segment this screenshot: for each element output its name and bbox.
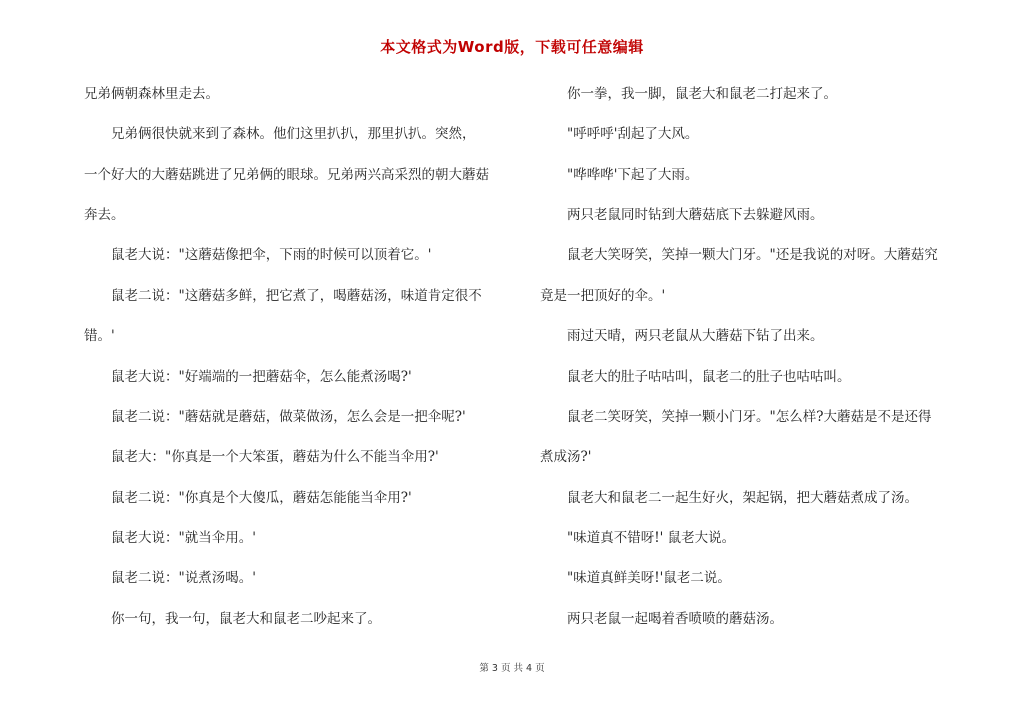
text-line: 鼠老二笑呀笑，笑掉一颗小门牙。"怎么样?大蘑菇是不是还得: [540, 409, 932, 425]
text-line: 你一句，我一句，鼠老大和鼠老二吵起来了。: [84, 611, 381, 627]
download-banner: 本文格式为Word版，下载可任意编辑: [380, 38, 644, 56]
text-line: 鼠老二说："你真是个大傻瓜，蘑菇怎能能当伞用?': [84, 490, 412, 506]
text-line: 兄弟俩朝森林里走去。: [84, 86, 219, 102]
text-line: 煮成汤?': [540, 449, 592, 465]
text-line: 兄弟俩很快就来到了森林。他们这里扒扒，那里扒扒。突然，: [84, 126, 476, 142]
text-line: "哗哗哗'下起了大雨。: [540, 167, 699, 183]
text-line: 两只老鼠一起喝着香喷喷的蘑菇汤。: [540, 611, 783, 627]
text-line: 两只老鼠同时钻到大蘑菇底下去躲避风雨。: [540, 207, 824, 223]
page-number: 第 3 页 共 4 页: [479, 663, 545, 674]
text-line: 鼠老大笑呀笑，笑掉一颗大门牙。"还是我说的对呀。大蘑菇究: [540, 247, 938, 263]
text-line: 鼠老大和鼠老二一起生好火，架起锅，把大蘑菇煮成了汤。: [540, 490, 918, 506]
text-line: 错。': [84, 328, 115, 344]
text-line: 奔去。: [84, 207, 125, 223]
text-line: 鼠老二说："这蘑菇多鲜，把它煮了，喝蘑菇汤，味道肯定很不: [84, 288, 482, 304]
text-line: 鼠老二说："说煮汤喝。': [84, 570, 256, 586]
text-line: 鼠老大："你真是一个大笨蛋，蘑菇为什么不能当伞用?': [84, 449, 439, 465]
text-line: 雨过天晴，两只老鼠从大蘑菇下钻了出来。: [540, 328, 824, 344]
text-line: 鼠老二说："蘑菇就是蘑菇，做菜做汤，怎么会是一把伞呢?': [84, 409, 466, 425]
text-line: "味道真鲜美呀!'鼠老二说。: [540, 570, 731, 586]
text-line: 鼠老大说："就当伞用。': [84, 530, 256, 546]
text-line: 竟是一把顶好的伞。': [540, 288, 666, 304]
text-line: 鼠老大的肚子咕咕叫，鼠老二的肚子也咕咕叫。: [540, 369, 851, 385]
text-line: "呼呼呼'刮起了大风。: [540, 126, 699, 142]
text-line: "味道真不错呀!' 鼠老大说。: [540, 530, 736, 546]
text-line: 你一拳，我一脚，鼠老大和鼠老二打起来了。: [540, 86, 837, 102]
text-line: 一个好大的大蘑菇跳进了兄弟俩的眼球。兄弟两兴高采烈的朝大蘑菇: [84, 167, 489, 183]
text-line: 鼠老大说："这蘑菇像把伞，下雨的时候可以顶着它。': [84, 247, 432, 263]
text-line: 鼠老大说："好端端的一把蘑菇伞，怎么能煮汤喝?': [84, 369, 412, 385]
